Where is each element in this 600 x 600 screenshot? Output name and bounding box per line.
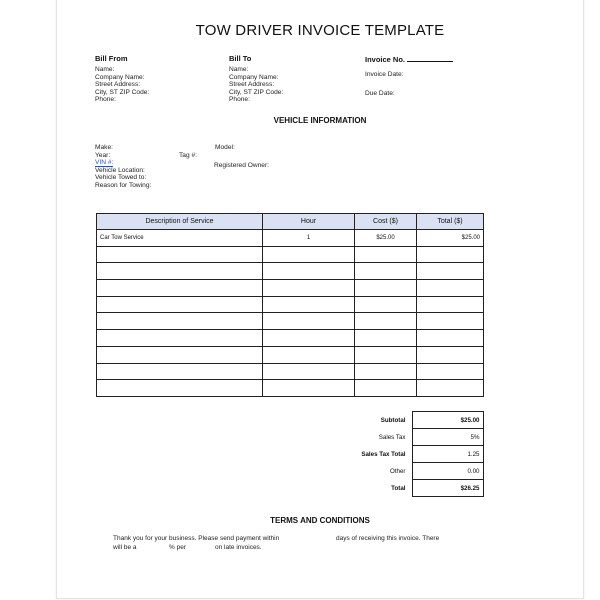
cell-total[interactable]: $25.00 bbox=[417, 230, 484, 247]
cell-total[interactable] bbox=[417, 280, 484, 297]
bill-from-city-label: City, ST ZIP Code: bbox=[95, 88, 150, 96]
terms-line-2a: will be a bbox=[113, 544, 137, 551]
cell-cost[interactable]: $25.00 bbox=[355, 230, 417, 247]
subtotal-label: Subtotal bbox=[380, 416, 406, 424]
sales-tax-value[interactable]: 5% bbox=[412, 429, 483, 446]
col-header-cost: Cost ($) bbox=[355, 214, 417, 230]
cell-description[interactable] bbox=[97, 346, 263, 363]
table-row bbox=[97, 380, 484, 397]
cell-hour[interactable] bbox=[263, 346, 355, 363]
cell-hour[interactable] bbox=[263, 280, 355, 297]
cell-cost[interactable] bbox=[355, 313, 417, 330]
terms-line-2b: % per bbox=[169, 544, 186, 551]
cell-total[interactable] bbox=[417, 296, 484, 313]
cell-description[interactable]: Car Tow Service bbox=[97, 230, 263, 247]
other-value[interactable]: 0.00 bbox=[412, 463, 483, 480]
terms-line-1b: days of receiving this invoice. There bbox=[336, 535, 440, 542]
sales-tax-total-value[interactable]: 1.25 bbox=[412, 446, 483, 463]
cell-hour[interactable] bbox=[263, 330, 355, 347]
table-row bbox=[97, 296, 484, 313]
registered-owner-label: Registered Owner: bbox=[214, 162, 269, 169]
cell-description[interactable] bbox=[97, 296, 263, 313]
bill-to-name-label: Name: bbox=[229, 66, 249, 73]
cell-cost[interactable] bbox=[355, 246, 417, 263]
vehicle-info-title: VEHICLE INFORMATION bbox=[273, 116, 367, 125]
bill-to-phone-label: Phone: bbox=[229, 96, 250, 104]
terms-line-1a: Thank you for your business. Please send payment within bbox=[113, 535, 280, 542]
cell-total[interactable] bbox=[417, 330, 484, 347]
other-label: Other bbox=[390, 467, 406, 475]
reason-for-towing-label: Reason for Towing: bbox=[95, 181, 152, 189]
summary-row-sales-tax bbox=[354, 429, 483, 446]
make-label: Make: bbox=[95, 144, 113, 151]
vehicle-location-label: Vehicle Location: bbox=[95, 166, 145, 174]
invoice-meta-section bbox=[365, 54, 453, 64]
col-header-hour: Hour bbox=[263, 214, 355, 230]
cell-hour[interactable] bbox=[263, 296, 355, 313]
cell-description[interactable] bbox=[97, 263, 263, 280]
col-header-description: Description of Service bbox=[97, 214, 263, 230]
services-table bbox=[96, 213, 484, 397]
page-title: TOW DRIVER INVOICE TEMPLATE bbox=[195, 22, 445, 39]
summary-row-sales-tax-total bbox=[354, 446, 483, 463]
summary-row-total bbox=[354, 480, 483, 497]
cell-cost[interactable] bbox=[355, 380, 417, 397]
bill-to-company-label: Company Name: bbox=[229, 73, 279, 81]
summary-row-subtotal bbox=[354, 412, 483, 429]
bill-to-street-label: Street Address: bbox=[229, 81, 275, 89]
vehicle-towed-to-label: Vehicle Towed to: bbox=[95, 174, 147, 182]
cell-cost[interactable] bbox=[355, 346, 417, 363]
summary-row-other bbox=[354, 463, 483, 480]
cell-cost[interactable] bbox=[355, 363, 417, 380]
terms-line-2c: on late invoices. bbox=[215, 544, 262, 551]
invoice-page bbox=[56, 0, 584, 599]
tag-label: Tag #: bbox=[179, 152, 197, 159]
invoice-no-label: Invoice No. bbox=[365, 55, 406, 64]
bill-to-header: Bill To bbox=[229, 54, 252, 63]
total-value[interactable]: $26.25 bbox=[412, 480, 483, 497]
cell-cost[interactable] bbox=[355, 280, 417, 297]
cell-cost[interactable] bbox=[355, 330, 417, 347]
bill-from-company-label: Company Name: bbox=[95, 73, 145, 81]
vin-label: VIN #: bbox=[95, 159, 114, 167]
table-row bbox=[97, 263, 484, 280]
cell-description[interactable] bbox=[97, 380, 263, 397]
total-label: Total bbox=[391, 484, 406, 492]
bill-from-header: Bill From bbox=[95, 54, 128, 63]
vehicle-info-left bbox=[95, 144, 151, 190]
table-row bbox=[97, 346, 484, 363]
cell-hour[interactable]: 1 bbox=[263, 230, 355, 247]
bill-from-street-label: Street Address: bbox=[95, 81, 141, 89]
year-label: Year: bbox=[95, 151, 111, 159]
cell-hour[interactable] bbox=[263, 380, 355, 397]
cell-description[interactable] bbox=[97, 313, 263, 330]
table-row bbox=[97, 246, 484, 263]
summary-table bbox=[354, 411, 484, 497]
cell-hour[interactable] bbox=[263, 263, 355, 280]
cell-hour[interactable] bbox=[263, 313, 355, 330]
cell-description[interactable] bbox=[97, 330, 263, 347]
cell-total[interactable] bbox=[417, 346, 484, 363]
cell-cost[interactable] bbox=[355, 296, 417, 313]
table-row bbox=[97, 363, 484, 380]
bill-to-city-label: City, ST ZIP Code: bbox=[229, 88, 284, 96]
cell-total[interactable] bbox=[417, 263, 484, 280]
cell-total[interactable] bbox=[417, 313, 484, 330]
cell-total[interactable] bbox=[417, 363, 484, 380]
invoice-no-field[interactable] bbox=[407, 54, 453, 62]
table-row bbox=[97, 313, 484, 330]
cell-cost[interactable] bbox=[355, 263, 417, 280]
bill-to-section bbox=[229, 54, 283, 104]
sales-tax-total-label: Sales Tax Total bbox=[361, 450, 406, 458]
cell-total[interactable] bbox=[417, 246, 484, 263]
cell-description[interactable] bbox=[97, 280, 263, 297]
cell-description[interactable] bbox=[97, 363, 263, 380]
subtotal-value[interactable]: $25.00 bbox=[412, 412, 483, 429]
cell-hour[interactable] bbox=[263, 246, 355, 263]
cell-description[interactable] bbox=[97, 246, 263, 263]
terms-title: TERMS AND CONDITIONS bbox=[270, 516, 370, 525]
due-date-label: Due Date: bbox=[365, 90, 395, 97]
bill-from-phone-label: Phone: bbox=[95, 96, 116, 104]
table-row bbox=[97, 330, 484, 347]
invoice-date-label: Invoice Date: bbox=[365, 71, 404, 78]
table-row bbox=[97, 280, 484, 297]
bill-from-section bbox=[95, 54, 149, 104]
cell-hour[interactable] bbox=[263, 363, 355, 380]
bill-from-name-label: Name: bbox=[95, 66, 115, 73]
services-table-header bbox=[97, 214, 484, 230]
table-row bbox=[97, 230, 484, 247]
cell-total[interactable] bbox=[417, 380, 484, 397]
model-label: Model: bbox=[215, 144, 235, 151]
sales-tax-label: Sales Tax bbox=[378, 433, 406, 441]
col-header-total: Total ($) bbox=[417, 214, 484, 230]
